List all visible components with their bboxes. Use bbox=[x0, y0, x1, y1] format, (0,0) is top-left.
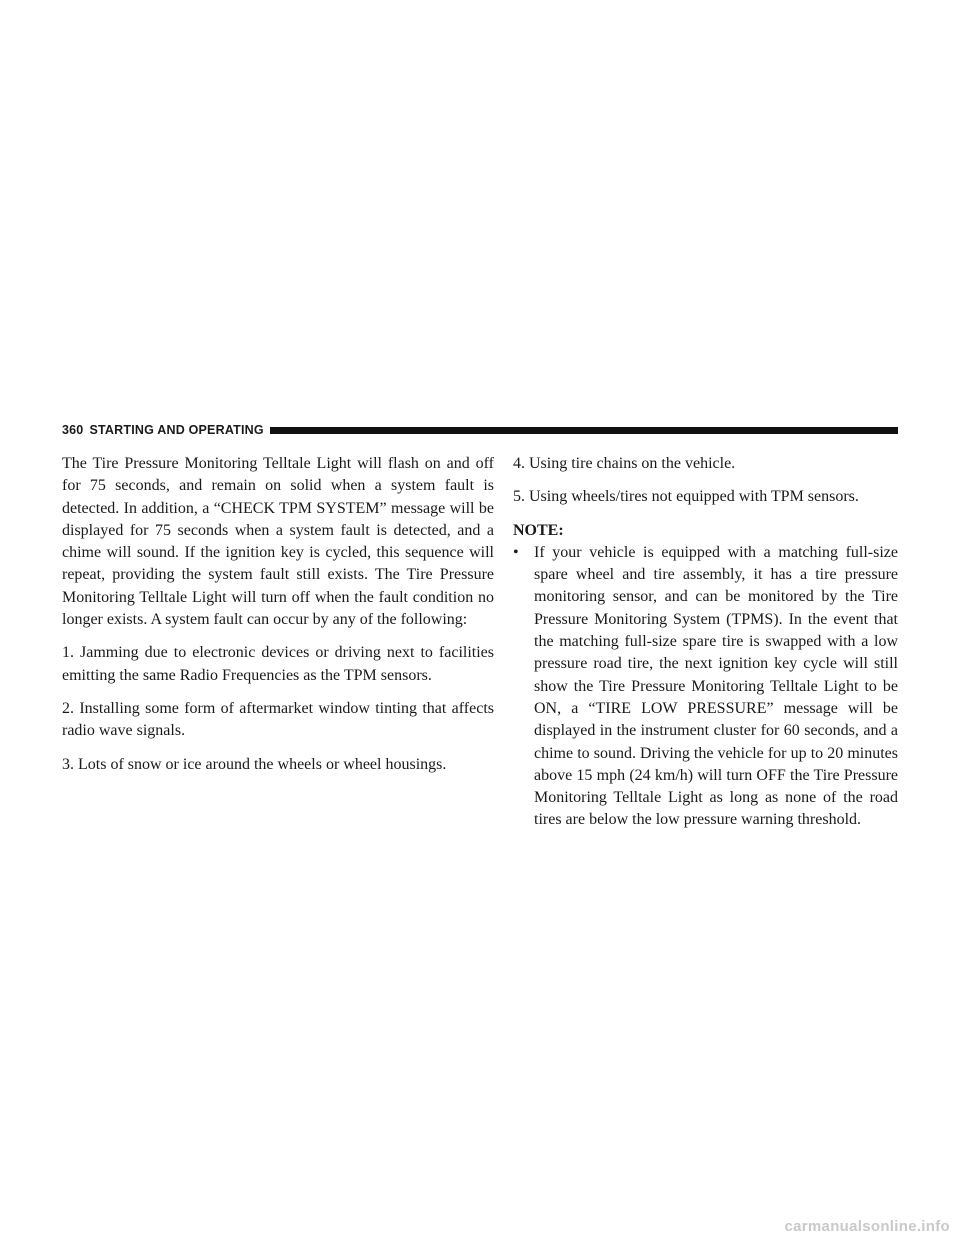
header-rule bbox=[270, 427, 898, 434]
paragraph-system-fault: The Tire Pressure Monitoring Telltale Light will flash on and off for 75 seconds, and remain on solid when a system fault is detected. In addition, a “CHECK TPM SYSTEM” message will be displayed for 75 seconds when a system fault is detected, and a chime will sound. If the ignition key is cycled, this sequence will repeat, providing the system fault still exists. The Tire Pressure Monitoring Telltale Light will turn off when the fault condition no longer exists. A system fault can occur by any of the following: bbox=[62, 455, 494, 629]
bullet-icon: • bbox=[513, 543, 519, 561]
right-column bbox=[513, 453, 898, 832]
page-header bbox=[62, 423, 898, 437]
paragraph-cause-3: 3. Lots of snow or ice around the wheels or wheel housings. bbox=[62, 755, 447, 773]
paragraph-cause-2: 2. Installing some form of aftermarket window tinting that affects radio wave signals. bbox=[62, 699, 494, 740]
paragraph-cause-4: 4. Using tire chains on the vehicle. bbox=[513, 455, 736, 472]
list-item bbox=[513, 542, 898, 832]
note-bullet-list bbox=[513, 542, 898, 832]
paragraph-cause-5: 5. Using wheels/tires not equipped with TPM sensors. bbox=[513, 488, 859, 506]
watermark-link[interactable]: carmanualsonline.info bbox=[784, 1218, 950, 1235]
note-label: NOTE: bbox=[513, 521, 564, 539]
bullet-text: If your vehicle is equipped with a matching full-size spare wheel and tire assembly, it has a tire pressure monitoring sensor, and can be monitored by the Tire Pressure Monitoring System (TPMS). In the event that the matching full-size spare tire is swapped with a low pressure road tire, the next ignition key cycle will still show the Tire Pressure Monitoring Telltale Light to be ON, a “TIRE LOW PRESSURE” message will be displayed in the instrument cluster for 60 seconds, and a chime to sound. Driving the vehicle for up to 20 minutes above 15 mph (24 km/h) will turn OFF the Tire Pressure Monitoring Telltale Light as long as none of the road tires are below the low pressure warning threshold. bbox=[534, 543, 898, 829]
section-title: STARTING AND OPERATING bbox=[89, 423, 264, 437]
page-number: 360 bbox=[62, 423, 84, 437]
paragraph-cause-1: 1. Jamming due to electronic devices or driving next to facilities emitting the same Radio Frequencies as the TPM sensors. bbox=[62, 644, 494, 684]
left-column bbox=[62, 453, 494, 787]
